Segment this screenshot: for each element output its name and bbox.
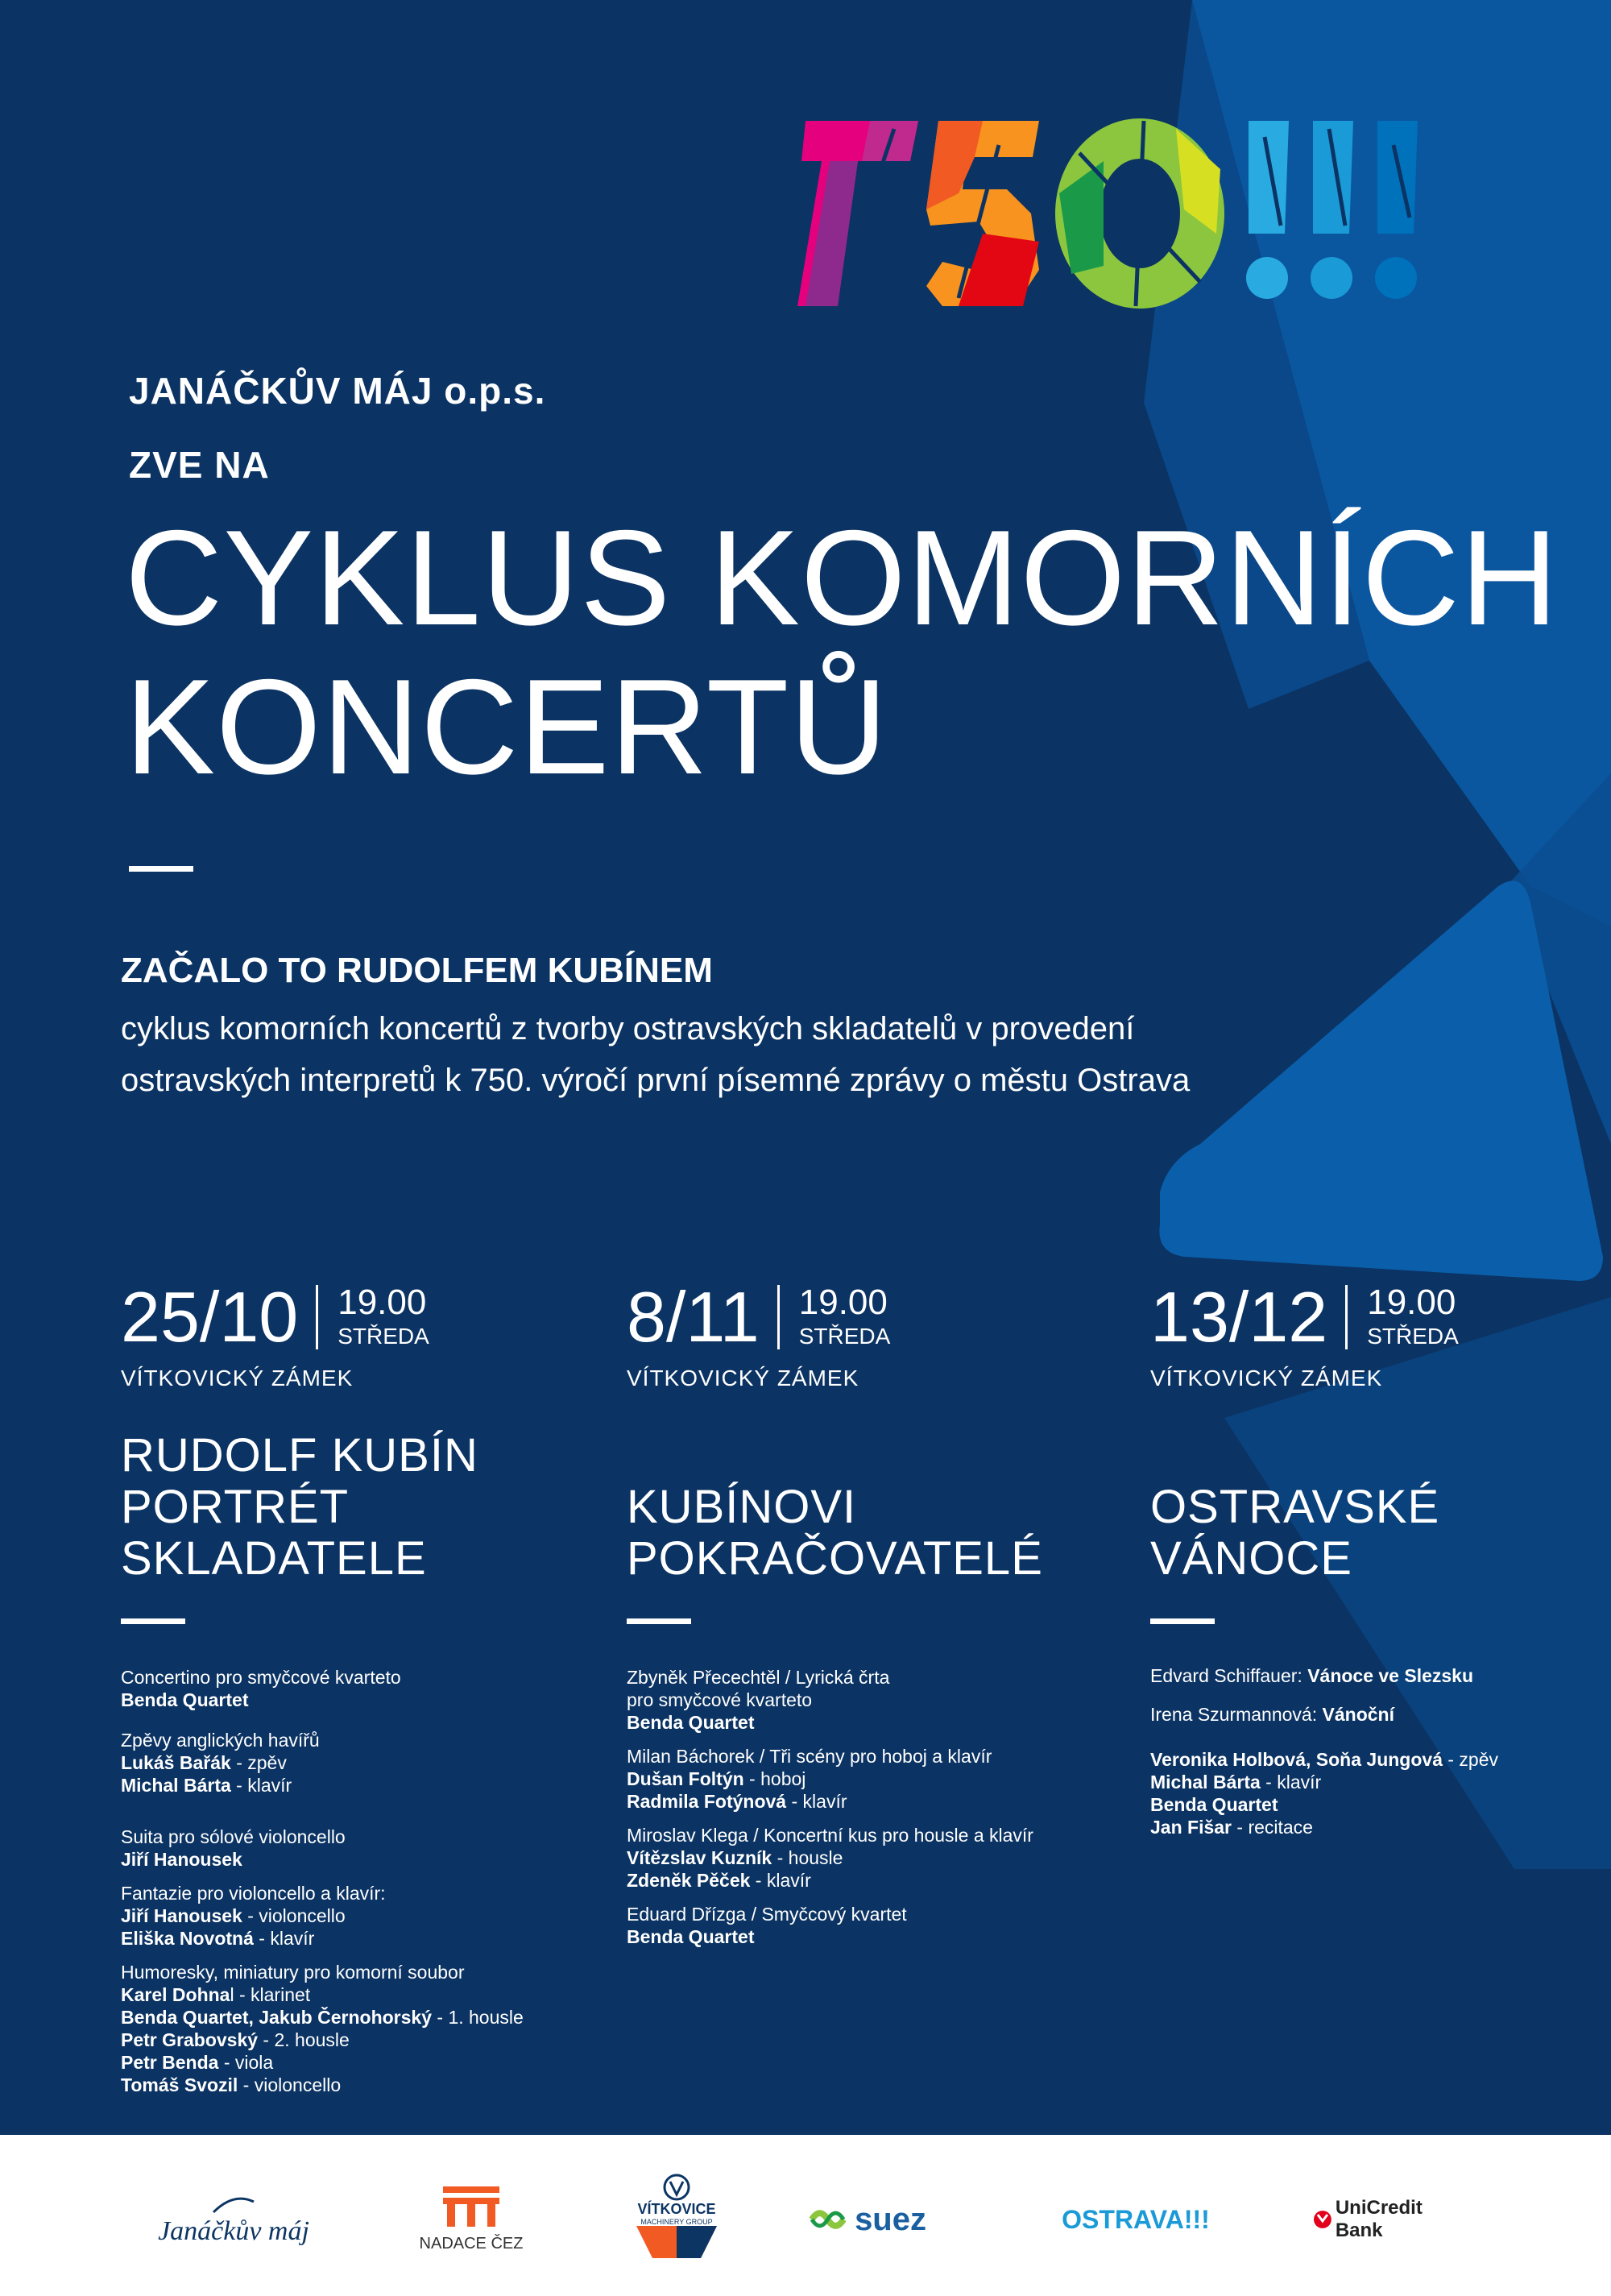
vitkovice-badge-icon [636,2226,717,2258]
program-item [627,1666,1110,1734]
performer-role: l - klarinet [230,1984,311,2005]
divider [121,1618,185,1624]
concert-date: 25/10 [121,1277,299,1357]
concert-column [1150,1277,1601,1850]
performer-name: Benda Quartet [1150,1794,1278,1815]
concert-title [1150,1482,1601,1585]
date-separator [1345,1285,1348,1349]
performer-name: Jiří Hanousek [121,1905,242,1926]
program-item [121,1882,604,1950]
performer-role: - klavír [1260,1772,1322,1792]
program-item [121,1666,604,1711]
work-title: Milan Báchorek / Tři scény pro hoboj a klavír [627,1746,992,1767]
performer [121,1848,604,1871]
work-title: Eduard Dřízga / Smyčcový kvartet [627,1904,907,1925]
performer-name: Dušan Foltýn [627,1768,744,1789]
concert-venue: VÍTKOVICKÝ ZÁMEK [121,1366,354,1390]
concert-venue: VÍTKOVICKÝ ZÁMEK [627,1366,859,1390]
performer [627,1790,1110,1813]
program-item [121,1961,604,2096]
performer-name: Radmila Fotýnová [627,1791,787,1812]
sponsor-nadace-cez [403,2183,540,2256]
performer [1150,1793,1601,1816]
program-item [1150,1664,1601,1687]
program-item [1150,1703,1601,1726]
program-item [121,1729,604,1797]
sponsor-janackuv-maj [137,2183,330,2256]
concert-time: 19.00 [1367,1283,1456,1322]
performer [121,2051,604,2074]
suez-logo-icon [806,2203,850,2236]
performer-role: - recitace [1232,1817,1313,1838]
divider [1150,1618,1215,1624]
performer-name: Eliška Novotná [121,1928,254,1949]
sponsor-label: VÍTKOVICE [637,2200,716,2217]
performer-role: - 2. housle [258,2029,350,2050]
program-item [627,1903,1110,1948]
concert-title [121,1430,604,1585]
concert-time: 19.00 [338,1283,427,1322]
performer-role: - hoboj [743,1768,806,1789]
performer-role: - klavír [786,1791,847,1812]
performer-name: Petr Benda [121,2052,219,2073]
vitkovice-emblem-icon [663,2174,690,2201]
program-item [1150,1748,1601,1838]
performer-name: Vítězslav Kuzník [627,1847,772,1868]
divider [627,1618,691,1624]
work-composer: Edvard Schiffauer: [1150,1665,1308,1686]
performer [121,2074,604,2096]
sponsor-label: Janáčkův máj [158,2216,309,2246]
performer [121,2006,604,2029]
performer-role: - zpěv [230,1752,287,1773]
program-item [121,1826,604,1871]
performer [121,1904,604,1927]
work-title: Miroslav Klega / Koncertní kus pro housle a klavír [627,1825,1033,1846]
concert-date: 13/12 [1150,1277,1328,1357]
performer-name: Benda Quartet [121,1689,249,1710]
performer [627,1846,1110,1869]
sponsor-label: suez [855,2201,926,2237]
performer-role: - zpěv [1442,1749,1499,1770]
concert-title-line: OSTRAVSKÉ [1150,1481,1440,1533]
sponsor-sublabel: MACHINERY GROUP [640,2217,713,2226]
janackuv-maj-swirl-icon [209,2192,258,2216]
performer-name: Benda Quartet [627,1712,755,1733]
performer-name: Benda Quartet [627,1926,755,1947]
performer-role: - klavír [230,1775,292,1796]
performer-role: - 1. housle [432,2007,524,2028]
date-block [1150,1277,1601,1366]
performer-role: - klavír [750,1870,811,1891]
concert-day: STŘEDA [798,1324,891,1349]
performer-name: Lukáš Bařák [121,1752,231,1773]
work-title: Zbyněk Přecechtěl / Lyrická črta pro smyčcové kvarteto [627,1667,890,1710]
performer [627,1869,1110,1892]
date-block [121,1277,604,1366]
program-list [627,1666,1110,1948]
sponsor-ostrava [1047,2183,1224,2256]
performer-role: - klavír [253,1928,315,1949]
performer-name: Petr Grabovský [121,2029,259,2050]
program-item [627,1745,1110,1813]
performer [1150,1771,1601,1793]
performer [121,1751,604,1774]
performer-role: - violoncello [238,2074,342,2095]
concert-time: 19.00 [798,1283,888,1322]
sponsor-unicredit [1313,2183,1474,2256]
performer-name: Karel Dohna [121,1984,230,2005]
concert-title-line: SKLADATELE [121,1532,427,1585]
performer-name: Veronika Holbová, Soňa Jungová [1150,1749,1443,1770]
concert-column [627,1277,1110,1959]
concert-day: STŘEDA [338,1324,429,1349]
time-block [799,1283,891,1351]
date-block [627,1277,1110,1366]
time-block [1367,1283,1459,1351]
performer-role: - viola [218,2052,274,2073]
concert-day: STŘEDA [1367,1324,1459,1349]
work-title: Vánoční [1322,1704,1394,1725]
concert-title-line: RUDOLF KUBÍN [121,1429,478,1482]
logo-750-icon [797,113,1498,314]
title-line-1: CYKLUS KOMORNÍCH [125,502,1559,653]
intro-line-2: ostravských interpretů k 750. výročí první písemné zprávy o městu Ostrava [121,1063,1191,1098]
performer [121,1927,604,1950]
work-title: Humoresky, miniatury pro komorní soubor [121,1962,465,1983]
cez-logo-icon [443,2186,499,2227]
performer [121,1983,604,2006]
page-title [125,504,1559,802]
work-composer: Irena Szurmannová: [1150,1704,1323,1725]
work-title: Fantazie pro violoncello a klavír: [121,1883,386,1904]
divider [129,866,193,872]
performer-name: Michal Bárta [1150,1772,1261,1792]
sponsor-label: OSTRAVA!!! [1062,2204,1210,2234]
sponsor-vitkovice [620,2167,733,2264]
unicredit-logo-icon [1313,2210,1332,2229]
sponsor-suez [806,2183,926,2256]
performer-name: Benda Quartet, Jakub Černohorský [121,2007,432,2028]
concert-venue: VÍTKOVICKÝ ZÁMEK [1150,1366,1383,1390]
date-separator [777,1285,780,1349]
program-item [627,1824,1110,1892]
performer-name: Zdeněk Pěček [627,1870,751,1891]
performer-role: - violoncello [242,1905,346,1926]
sponsor-label: UniCredit Bank [1335,2197,1423,2241]
intro-text [121,1003,1490,1106]
concert-title-line: PORTRÉT [121,1481,350,1533]
title-line-2: KONCERTŮ [125,651,888,802]
work-title: Vánoce ve Slezsku [1307,1665,1474,1686]
performer [121,1689,604,1711]
performer-role: - housle [772,1847,843,1868]
invite-text: ZVE NA [129,444,270,486]
performer [121,1774,604,1797]
date-separator [316,1285,318,1349]
performer-name: Tomáš Svozil [121,2074,238,2095]
performer [1150,1748,1601,1771]
performer [1150,1816,1601,1838]
performer [627,1925,1110,1948]
performer-name: Jiří Hanousek [121,1849,242,1870]
concert-date: 8/11 [627,1277,760,1357]
program-list [1150,1664,1601,1838]
performer [627,1768,1110,1790]
performer-name: Jan Fišar [1150,1817,1232,1838]
program-list [121,1666,604,2096]
concert-column [121,1277,604,2107]
concert-title-line: POKRAČOVATELÉ [627,1532,1043,1585]
work-title: Zpěvy anglických havířů [121,1730,320,1751]
concert-title [627,1482,1110,1585]
concert-title-line: VÁNOCE [1150,1532,1352,1585]
organizer [129,367,545,489]
work-title: Suita pro sólové violoncello [121,1826,346,1847]
subheading: ZAČALO TO RUDOLFEM KUBÍNEM [121,951,713,990]
performer [627,1711,1110,1734]
performer [121,2029,604,2051]
sponsor-label: NADACE ČEZ [419,2234,524,2252]
work-title: Concertino pro smyčcové kvarteto [121,1667,401,1688]
concert-title-line: KUBÍNOVI [627,1481,857,1533]
intro-line-1: cyklus komorních koncertů z tvorby ostravských skladatelů v provedení [121,1011,1135,1046]
organizer-name: JANÁČKŮV MÁJ o.p.s. [129,370,546,412]
performer-name: Michal Bárta [121,1775,231,1796]
time-block [338,1283,429,1351]
